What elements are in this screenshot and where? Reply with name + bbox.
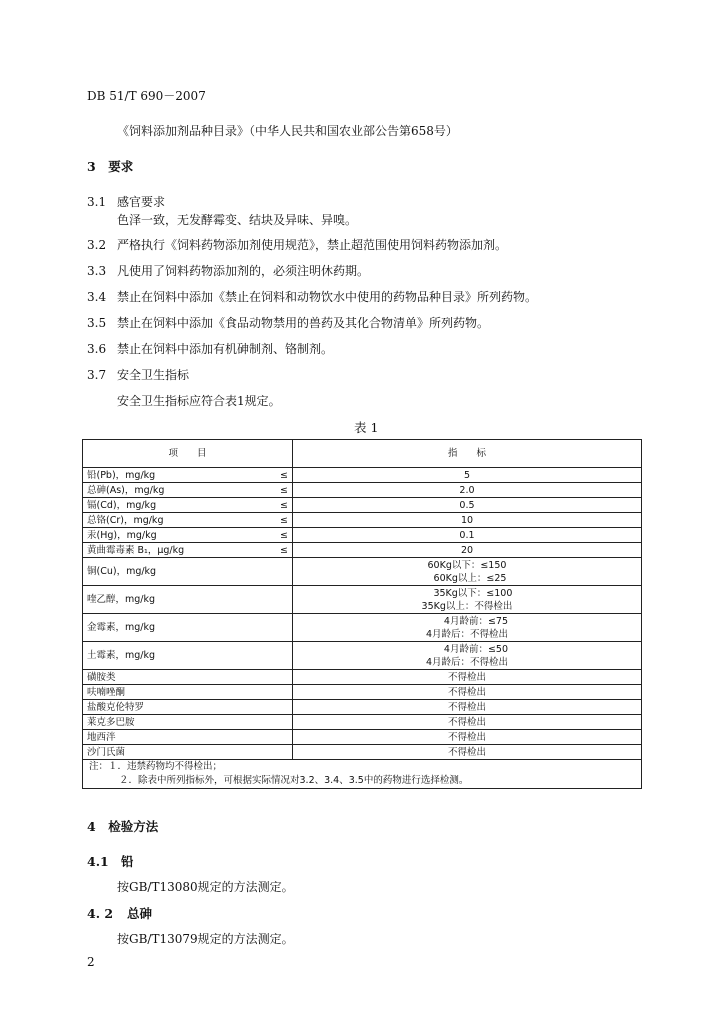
row-comparator: ≤	[276, 513, 292, 528]
clause-3-1	[87, 193, 165, 210]
table-row	[83, 558, 642, 586]
clause-3-7	[87, 366, 189, 383]
clause-3-6	[87, 340, 333, 357]
row-name: 镉(Cd)，mg/kg	[83, 498, 277, 513]
row-name: 莱克多巴胺	[83, 715, 293, 730]
table-row	[83, 715, 642, 730]
section-number: 4	[87, 819, 96, 834]
row-name: 黄曲霉毒素 B₁，μg/kg	[83, 543, 277, 558]
section-4-1-heading	[87, 852, 134, 870]
row-value-line-2: 4月龄后：不得检出	[425, 628, 508, 640]
row-name: 磺胺类	[83, 670, 293, 685]
clause-text: 禁止在饲料中添加《禁止在饲料和动物饮水中使用的药物品种目录》所列药物。	[117, 290, 538, 304]
row-value-line-2: 60Kg以上：≤25	[433, 572, 507, 584]
row-value: 2.0	[292, 483, 641, 498]
row-name: 铅(Pb)，mg/kg	[83, 468, 277, 483]
safety-indicator-table	[82, 439, 642, 789]
row-value	[292, 614, 641, 642]
table-row	[83, 543, 642, 558]
section-title: 检验方法	[108, 819, 159, 834]
clause-text: 禁止在饲料中添加《食品动物禁用的兽药及其化合物清单》所列药物。	[117, 316, 490, 330]
table-row	[83, 730, 642, 745]
clause-text: 凡使用了饲料药物添加剂的，必须注明休药期。	[117, 264, 370, 278]
row-comparator: ≤	[276, 468, 292, 483]
row-value-line-2: 35Kg以上：不得检出	[421, 600, 513, 612]
row-value: 5	[292, 468, 641, 483]
header-indicator: 指 标	[292, 440, 641, 468]
row-name: 地西泮	[83, 730, 293, 745]
row-value: 不得检出	[292, 745, 641, 760]
table-caption: 表 1	[354, 420, 379, 435]
row-value	[292, 558, 641, 586]
page-number: 2	[87, 955, 95, 969]
clause-3-7-body: 安全卫生指标应符合表1规定。	[117, 394, 281, 408]
clause-3-3	[87, 262, 369, 279]
clause-number: 3.1	[87, 195, 107, 209]
table-note-row	[83, 760, 642, 789]
row-comparator: ≤	[276, 528, 292, 543]
section-number: 3	[87, 159, 96, 174]
section-number: 4. 2	[87, 906, 114, 921]
row-value: 0.5	[292, 498, 641, 513]
row-name: 土霉素，mg/kg	[83, 642, 293, 670]
row-name: 总铬(Cr)，mg/kg	[83, 513, 277, 528]
header-item: 项 目	[83, 440, 293, 468]
clause-text: 感官要求	[117, 195, 166, 209]
table-row	[83, 685, 642, 700]
clause-3-2	[87, 236, 507, 253]
table-row	[83, 528, 642, 543]
section-title: 铅	[121, 854, 134, 869]
row-name: 总砷(As)，mg/kg	[83, 483, 277, 498]
table-row	[83, 700, 642, 715]
clause-3-1-body: 色泽一致，无发酵霉变、结块及异味、异嗅。	[117, 213, 358, 227]
row-comparator: ≤	[276, 543, 292, 558]
clause-number: 3.3	[87, 264, 107, 278]
table-row	[83, 468, 642, 483]
clause-number: 3.2	[87, 238, 107, 252]
clause-text: 安全卫生指标	[117, 368, 190, 382]
table-row	[83, 513, 642, 528]
section-number: 4.1	[87, 854, 109, 869]
clause-number: 3.4	[87, 290, 107, 304]
clause-3-4	[87, 288, 537, 305]
clause-number: 3.6	[87, 342, 107, 356]
row-value	[292, 642, 641, 670]
note-line-2: ２．除表中所列指标外，可根据实际情况对3.2、3.4、3.5中的药物进行选择检测。	[119, 775, 469, 786]
row-name: 汞(Hg)，mg/kg	[83, 528, 277, 543]
section-4-heading	[87, 817, 158, 835]
row-value: 20	[292, 543, 641, 558]
clause-text: 禁止在饲料中添加有机砷制剂、铬制剂。	[117, 342, 334, 356]
table-row	[83, 614, 642, 642]
row-name: 铜(Cu)，mg/kg	[83, 558, 293, 586]
row-value-line-2: 4月龄后：不得检出	[425, 656, 508, 668]
row-value: 不得检出	[292, 715, 641, 730]
document-header: DB 51/T 690－2007	[87, 89, 206, 103]
row-value: 不得检出	[292, 730, 641, 745]
note-line-1: 注：１．违禁药物均不得检出；	[89, 761, 223, 772]
table-row	[83, 670, 642, 685]
table-row	[83, 745, 642, 760]
table-row	[83, 642, 642, 670]
section-4-1-body: 按GB/T13080规定的方法测定。	[117, 880, 294, 894]
row-name: 呋喃唑酮	[83, 685, 293, 700]
clause-text: 严格执行《饲料药物添加剂使用规范》，禁止超范围使用饲料药物添加剂。	[117, 238, 508, 252]
table-row	[83, 586, 642, 614]
row-value-line-1: 60Kg以下：≤150	[427, 559, 507, 571]
row-value: 10	[292, 513, 641, 528]
row-comparator: ≤	[276, 498, 292, 513]
table-header-row	[83, 440, 642, 468]
row-name: 喹乙醇，mg/kg	[83, 586, 293, 614]
row-value: 不得检出	[292, 700, 641, 715]
row-value: 0.1	[292, 528, 641, 543]
row-value: 不得检出	[292, 685, 641, 700]
row-value	[292, 586, 641, 614]
section-title: 总砷	[127, 906, 153, 921]
clause-3-5	[87, 314, 489, 331]
row-name: 沙门氏菌	[83, 745, 293, 760]
row-comparator: ≤	[276, 483, 292, 498]
clause-number: 3.5	[87, 316, 107, 330]
row-value-line-1: 4月龄前：≤75	[443, 615, 508, 627]
row-value-line-1: 35Kg以下：≤100	[433, 587, 513, 599]
row-name: 盐酸克伦特罗	[83, 700, 293, 715]
section-title: 要求	[108, 159, 134, 174]
table-note	[83, 760, 642, 789]
intro-reference: 《饲料添加剂品种目录》（中华人民共和国农业部公告第658号）	[117, 124, 458, 138]
table-row	[83, 498, 642, 513]
row-name: 金霉素，mg/kg	[83, 614, 293, 642]
section-4-2-body: 按GB/T13079规定的方法测定。	[117, 932, 294, 946]
section-3-heading	[87, 157, 133, 175]
clause-number: 3.7	[87, 368, 107, 382]
section-4-2-heading	[87, 904, 152, 922]
row-value: 不得检出	[292, 670, 641, 685]
table-row	[83, 483, 642, 498]
row-value-line-1: 4月龄前：≤50	[443, 643, 508, 655]
